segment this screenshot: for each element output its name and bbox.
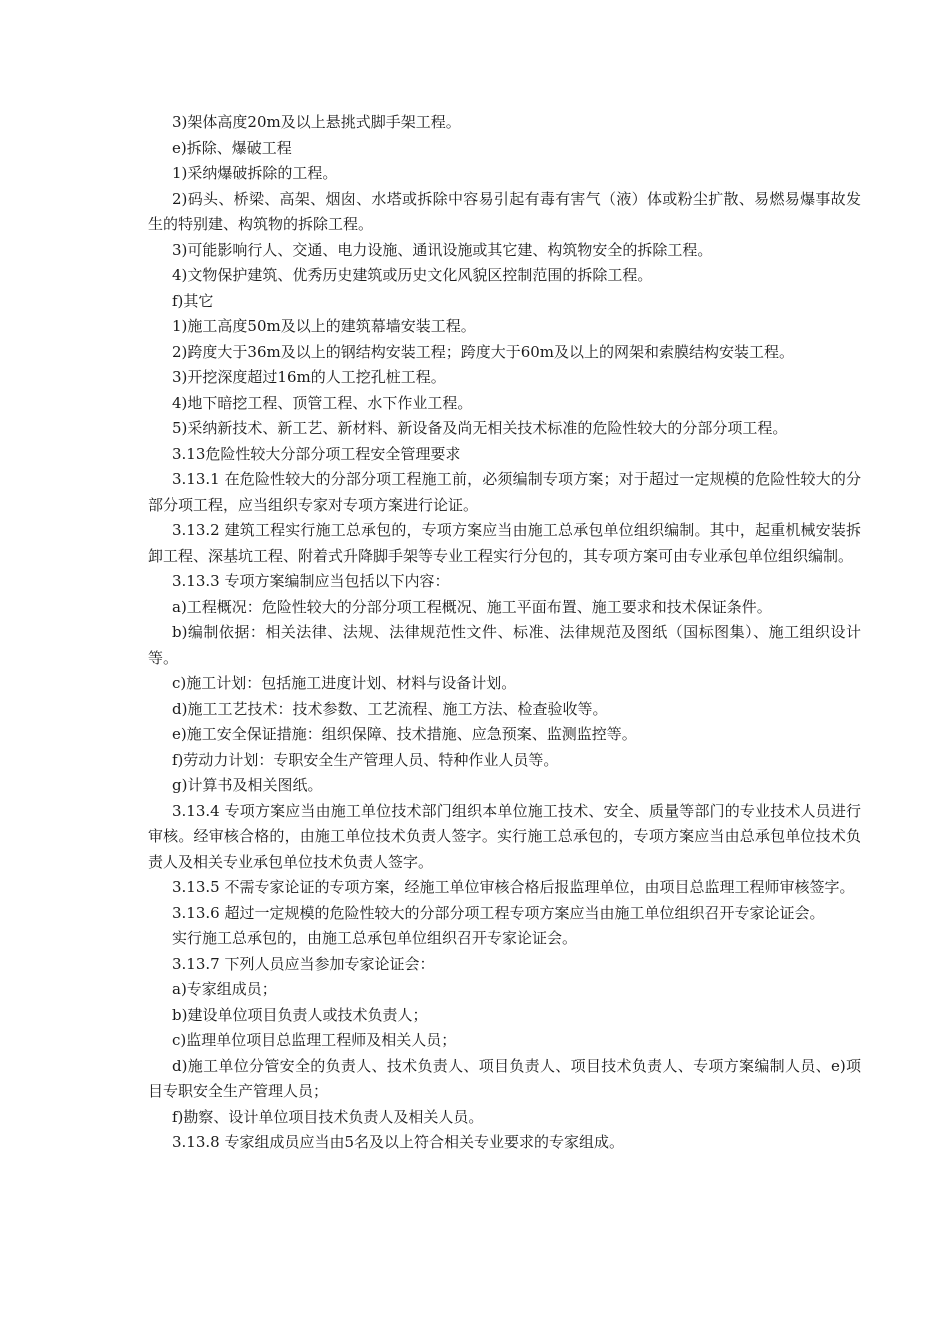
paragraph: b)建设单位项目负责人或技术负责人； [172,1005,428,1024]
paragraph: e)施工安全保证措施：组织保障、技术措施、应急预案、监测监控等。 [172,725,637,743]
paragraph: 3.13.3 专项方案编制应当包括以下内容： [172,572,450,590]
paragraph: d)施工单位分管安全的负责人、技术负责人、项目负责人、项目技术负责人、专项方案编制人员、e)项目专职安全生产管理人员； [148,1056,861,1100]
paragraph: 3)开挖深度超过16m的人工挖孔桩工程。 [172,368,446,386]
paragraph: b)编制依据：相关法律、法规、法律规范性文件、标准、法律规范及图纸（国标图集）、施工组织设计等。 [148,623,861,667]
paragraph: d)施工工艺技术：技术参数、工艺流程、施工方法、检查验收等。 [172,699,608,718]
paragraph: 3.13.7 下列人员应当参加专家论证会： [172,954,435,973]
paragraph: 3.13.6 超过一定规模的危险性较大的分部分项工程专项方案应当由施工单位组织召开专家论证会。 [172,903,825,922]
paragraph: f)勘察、设计单位项目技术负责人及相关人员。 [172,1107,484,1126]
paragraph: 3)架体高度20m及以上悬挑式脚手架工程。 [172,113,461,131]
paragraph: 5)采纳新技术、新工艺、新材料、新设备及尚无相关技术标准的危险性较大的分部分项工程。 [172,419,788,437]
paragraph: 3)可能影响行人、交通、电力设施、通讯设施或其它建、构筑物安全的拆除工程。 [172,240,713,259]
paragraph: 3.13.2 建筑工程实行施工总承包的，专项方案应当由施工总承包单位组织编制。其中，起重机械安装拆卸工程、深基坑工程、附着式升降脚手架等专业工程实行分包的，其专项方案可由专业承包单位组织编制。 [148,521,861,565]
paragraph: c)监理单位项目总监理工程师及相关人员； [172,1031,457,1049]
paragraph: 4)地下暗挖工程、顶管工程、水下作业工程。 [172,393,473,412]
document-page [148,110,861,1156]
paragraph: c)施工计划：包括施工进度计划、材料与设备计划。 [172,674,517,692]
paragraph: 实行施工总承包的，由施工总承包单位组织召开专家论证会。 [172,929,578,947]
paragraph: 1)施工高度50m及以上的建筑幕墙安装工程。 [172,317,476,335]
paragraph: a)专家组成员； [172,980,277,998]
paragraph: a)工程概况：危险性较大的分部分项工程概况、施工平面布置、施工要求和技术保证条件。 [172,597,772,616]
paragraph: f)劳动力计划：专职安全生产管理人员、特种作业人员等。 [172,750,559,769]
paragraph: 3.13.5 不需专家论证的专项方案，经施工单位审核合格后报监理单位，由项目总监理工程师审核签字。 [172,878,855,896]
paragraph: 3.13.8 专家组成员应当由5名及以上符合相关专业要求的专家组成。 [172,1133,625,1151]
paragraph: 4)文物保护建筑、优秀历史建筑或历史文化风貌区控制范围的拆除工程。 [172,266,653,284]
paragraph: g)计算书及相关图纸。 [172,776,323,794]
paragraph: e)拆除、爆破工程 [172,138,292,157]
paragraph: f)其它 [172,291,214,310]
paragraph: 1)采纳爆破拆除的工程。 [172,164,338,182]
paragraph: 2)码头、桥梁、高架、烟囱、水塔或拆除中容易引起有毒有害气（液）体或粉尘扩散、易燃易爆事故发生的特别建、构筑物的拆除工程。 [148,189,861,233]
section-heading: 3.13危险性较大分部分项工程安全管理要求 [172,444,461,463]
paragraph: 3.13.1 在危险性较大的分部分项工程施工前，必须编制专项方案；对于超过一定规模的危险性较大的分部分项工程，应当组织专家对专项方案进行论证。 [148,470,861,514]
paragraph: 3.13.4 专项方案应当由施工单位技术部门组织本单位施工技术、安全、质量等部门的专业技术人员进行审核。经审核合格的，由施工单位技术负责人签字。实行施工总承包的，专项方案应当由总承包单位技术负责人及相关专业承包单位技术负责人签字。 [148,801,861,871]
paragraph: 2)跨度大于36m及以上的钢结构安装工程；跨度大于60m及以上的网架和索膜结构安装工程。 [172,342,795,361]
